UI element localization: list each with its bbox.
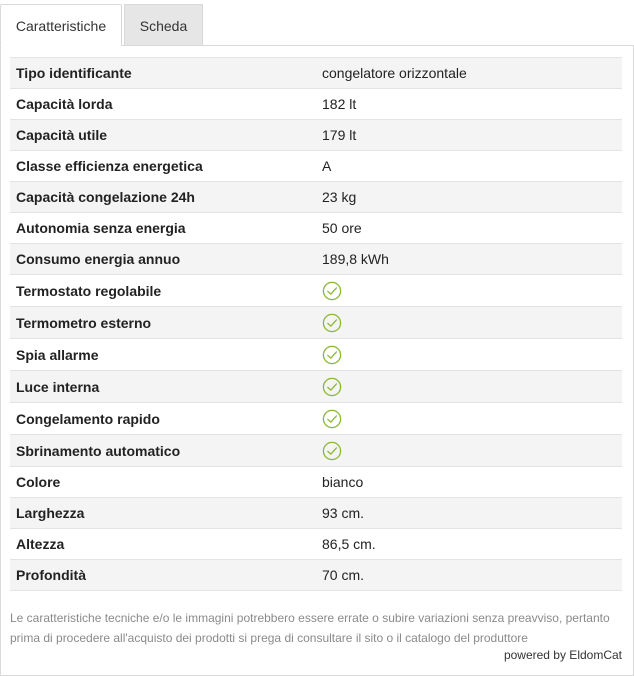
disclaimer: [10, 608, 624, 648]
table-row: [10, 498, 622, 529]
spec-value-check: [316, 275, 622, 307]
spec-label: Colore: [10, 467, 316, 498]
spec-label: Termometro esterno: [10, 307, 316, 339]
check-circle-icon: [322, 345, 342, 365]
spec-label: Profondità: [10, 560, 316, 591]
spec-value: 23 kg: [316, 182, 622, 213]
spec-value-check: [316, 307, 622, 339]
spec-value: A: [316, 151, 622, 182]
table-row: [10, 244, 622, 275]
check-circle-icon: [322, 377, 342, 397]
spec-value-check: [316, 371, 622, 403]
spec-value-check: [316, 403, 622, 435]
spec-label: Capacità lorda: [10, 89, 316, 120]
check-circle-icon: [322, 313, 342, 333]
specs-table: [10, 57, 622, 591]
tab-scheda[interactable]: Scheda: [124, 4, 203, 45]
table-row: [10, 182, 622, 213]
powered-by-label: powered by EldomCat: [503, 648, 622, 662]
spec-value: 179 lt: [316, 120, 622, 151]
spec-label: Congelamento rapido: [10, 403, 316, 435]
spec-label: Luce interna: [10, 371, 316, 403]
spec-label: Capacità utile: [10, 120, 316, 151]
spec-label: Spia allarme: [10, 339, 316, 371]
spec-value-check: [316, 339, 622, 371]
spec-value: congelatore orizzontale: [316, 58, 622, 89]
table-row: [10, 529, 622, 560]
spec-value: 93 cm.: [316, 498, 622, 529]
check-circle-icon: [322, 281, 342, 301]
spec-label: Tipo identificante: [10, 58, 316, 89]
spec-value: 189,8 kWh: [316, 244, 622, 275]
spec-value: 182 lt: [316, 89, 622, 120]
table-row: [10, 339, 622, 371]
spec-value-check: [316, 435, 622, 467]
table-row: [10, 403, 622, 435]
specs-panel: [0, 45, 634, 676]
table-row: [10, 307, 622, 339]
table-row: [10, 120, 622, 151]
tab-caratteristiche[interactable]: Caratteristiche: [0, 4, 122, 46]
spec-label: Termostato regolabile: [10, 275, 316, 307]
table-row: [10, 58, 622, 89]
spec-value: 70 cm.: [316, 560, 622, 591]
spec-label: Classe efficienza energetica: [10, 151, 316, 182]
spec-label: Larghezza: [10, 498, 316, 529]
spec-value: bianco: [316, 467, 622, 498]
spec-label: Sbrinamento automatico: [10, 435, 316, 467]
table-row: [10, 467, 622, 498]
tab-bar: [0, 0, 634, 45]
spec-value: 86,5 cm.: [316, 529, 622, 560]
table-row: [10, 151, 622, 182]
table-row: [10, 213, 622, 244]
spec-label: Capacità congelazione 24h: [10, 182, 316, 213]
check-circle-icon: [322, 409, 342, 429]
check-circle-icon: [322, 441, 342, 461]
table-row: [10, 435, 622, 467]
table-row: [10, 560, 622, 591]
disclaimer-line-2: prima di procedere all'acquisto dei prodotti si prega di consultare il sito o il catalogo del produttore: [10, 631, 528, 645]
spec-label: Autonomia senza energia: [10, 213, 316, 244]
table-row: [10, 275, 622, 307]
table-row: [10, 89, 622, 120]
spec-label: Altezza: [10, 529, 316, 560]
table-row: [10, 371, 622, 403]
spec-value: 50 ore: [316, 213, 622, 244]
disclaimer-line-1: Le caratteristiche tecniche e/o le immagini potrebbero essere errate o subire variazioni senza preavviso, pertanto: [10, 611, 610, 625]
spec-label: Consumo energia annuo: [10, 244, 316, 275]
